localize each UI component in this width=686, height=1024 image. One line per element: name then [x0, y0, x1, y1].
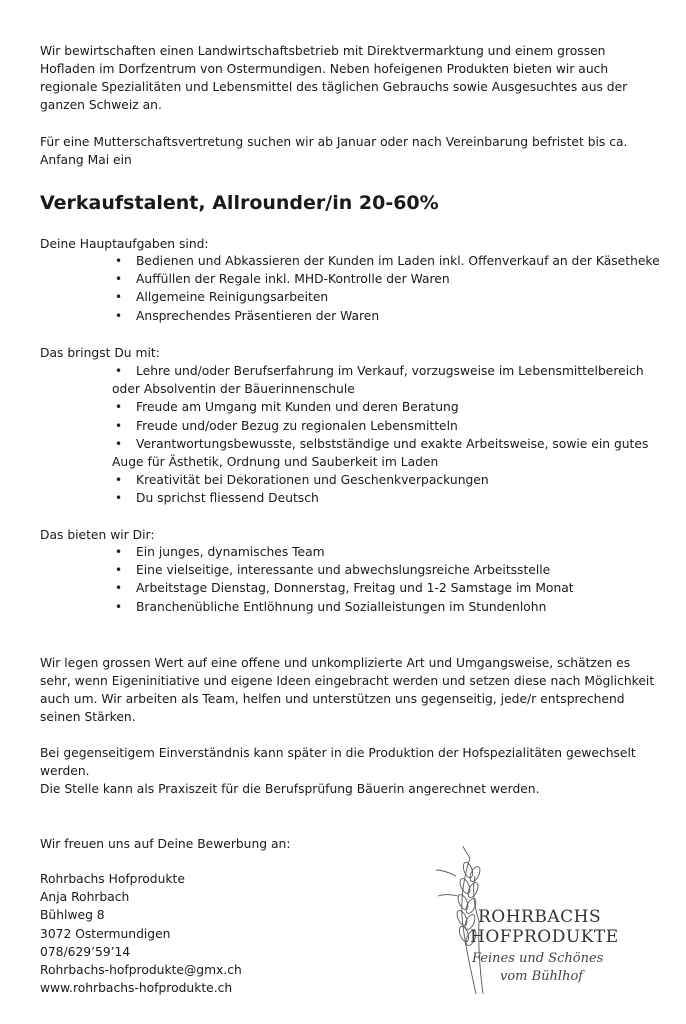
bullet-icon: •	[115, 436, 123, 451]
bullet-icon: •	[115, 308, 123, 323]
contact-person: Anja Rohrbach	[40, 890, 130, 905]
list-item: • Freude und/oder Bezug zu regionalen Lebensmitteln	[0, 417, 686, 435]
production-line-2: werden.	[40, 764, 90, 778]
list-item: • Allgemeine Reinigungsarbeiten	[0, 288, 686, 306]
street-address: Bühlweg 8	[40, 908, 105, 923]
company-logo	[428, 846, 628, 996]
list-item: • Du sprichst fliessend Deutsch	[0, 489, 686, 507]
logo-line-2: HOFPRODUKTE	[470, 927, 619, 947]
bullet-icon: •	[115, 599, 123, 614]
bullet-icon: •	[115, 400, 123, 415]
offer-list	[0, 543, 686, 616]
offer-heading: Das bieten wir Dir:	[40, 528, 155, 542]
values-line-2: sehr, wenn Eigeninitiative und eigene Ideen eingebracht werden und setzen diese nach Möglichkeit	[40, 674, 655, 688]
production-line-1: Bei gegenseitigem Einverständnis kann später in die Produktion der Hofspezialitäten gewechselt	[40, 746, 636, 760]
tasks-list	[0, 252, 686, 325]
city: 3072 Ostermundigen	[40, 926, 171, 941]
contact-address	[40, 870, 242, 997]
list-item: • Kreativität bei Dekorationen und Geschenkverpackungen	[0, 471, 686, 489]
intro-line-2: Hofladen im Dorfzentrum von Ostermundigen. Neben hofeigenen Produkten bieten wir auch	[40, 62, 609, 76]
values-line-4: seinen Stärken.	[40, 710, 136, 724]
website-link[interactable]: www.rohrbachs-hofprodukte.ch	[40, 981, 233, 996]
intro-line-3: regionale Spezialitäten und Lebensmittel des täglichen Gebrauchs sowie Ausgesuchtes aus der	[40, 80, 628, 94]
bullet-icon: •	[115, 272, 123, 287]
job-title: Verkaufstalent, Allrounder/in 20-60%	[40, 192, 439, 214]
list-item: • Eine vielseitige, interessante und abwechslungsreiche Arbeitsstelle	[0, 561, 686, 579]
bullet-icon: •	[115, 491, 123, 506]
tasks-heading: Deine Hauptaufgaben sind:	[40, 237, 209, 251]
bullet-icon: •	[115, 418, 123, 433]
list-item: • Branchenübliche Entlöhnung und Sozialleistungen im Stundenlohn	[0, 598, 686, 616]
requirements-heading: Das bringst Du mit:	[40, 346, 160, 360]
application-intro: Wir freuen uns auf Deine Bewerbung an:	[40, 837, 291, 851]
bullet-icon: •	[115, 473, 123, 488]
bullet-icon: •	[115, 290, 123, 305]
intro-line-4: ganzen Schweiz an.	[40, 98, 162, 112]
values-line-1: Wir legen grossen Wert auf eine offene und unkomplizierte Art und Umgangsweise, schätzen es	[40, 656, 631, 670]
list-item: • Arbeitstage Dienstag, Donnerstag, Freitag und 1-2 Samstage im Monat	[0, 579, 686, 597]
email-link[interactable]: Rohrbachs-hofprodukte@gmx.ch	[40, 963, 242, 978]
list-item: • Freude am Umgang mit Kunden und deren Beratung	[0, 398, 686, 416]
logo-tagline-1: Feines und Schönes	[472, 951, 604, 966]
list-item: • Lehre und/oder Berufserfahrung im Verkauf, vorzugsweise im Lebensmittelbereich oder Absolventin der Bäuerinnenschule	[112, 364, 644, 397]
wheat-icon	[436, 846, 483, 994]
phone-number: 078/629’59’14	[40, 944, 131, 959]
logo-tagline-2: vom Bühlhof	[500, 969, 584, 984]
bullet-icon: •	[115, 563, 123, 578]
search-line-1: Für eine Mutterschaftsvertretung suchen wir ab Januar oder nach Vereinbarung befristet bis ca.	[40, 135, 628, 149]
bullet-icon: •	[115, 581, 123, 596]
list-item: • Ansprechendes Präsentieren der Waren	[0, 307, 686, 325]
list-item: • Auffüllen der Regale inkl. MHD-Kontrolle der Waren	[0, 270, 686, 288]
intro-line-1: Wir bewirtschaften einen Landwirtschaftsbetrieb mit Direktvermarktung und einem grossen	[40, 44, 606, 58]
list-item: • Ein junges, dynamisches Team	[0, 543, 686, 561]
search-line-2: Anfang Mai ein	[40, 153, 132, 167]
bullet-icon: •	[115, 254, 123, 268]
bullet-icon: •	[115, 545, 123, 559]
company-name: Rohrbachs Hofprodukte	[40, 872, 185, 886]
logo-line-1: ROHRBACHS	[478, 907, 602, 927]
requirements-list	[0, 362, 686, 508]
values-line-3: auch um. Wir arbeiten als Team, helfen und unterstützen uns gegenseitig, jede/r entsprechend	[40, 692, 625, 706]
list-item: • Verantwortungsbewusste, selbstständige und exakte Arbeitsweise, sowie ein gutes Auge für Ästhetik, Ordnung und Sauberkeit im Laden	[112, 436, 649, 470]
production-line-3: Die Stelle kann als Praxiszeit für die Berufsprüfung Bäuerin angerechnet werden.	[40, 782, 540, 796]
bullet-icon: •	[115, 364, 123, 378]
list-item: • Bedienen und Abkassieren der Kunden im Laden inkl. Offenverkauf an der Käsetheke	[0, 252, 686, 270]
